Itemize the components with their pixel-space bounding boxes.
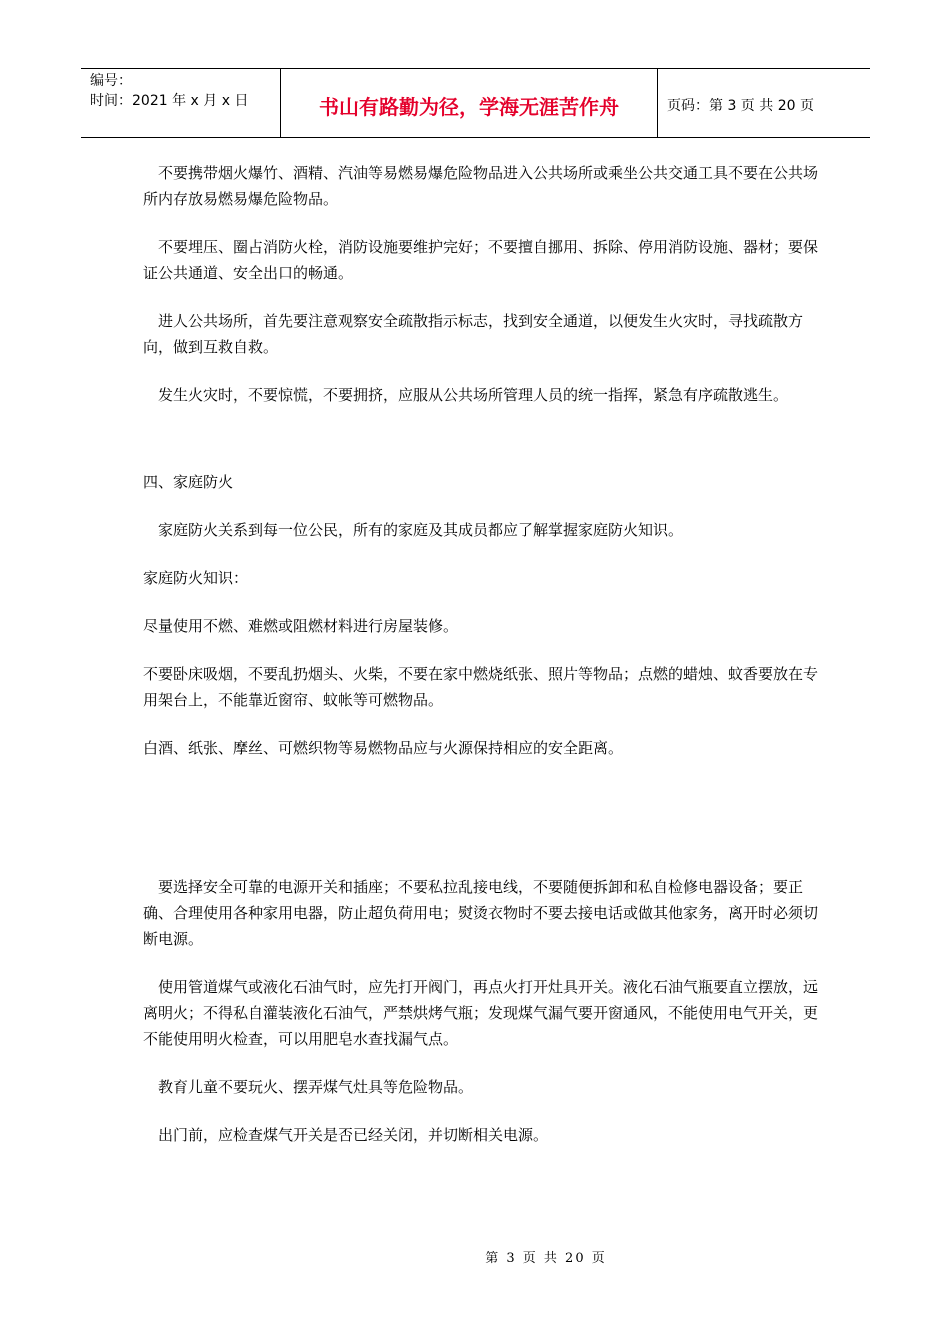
paragraph: 尽量使用不燃、难燃或阻燃材料进行房屋装修。 xyxy=(143,617,459,635)
paragraph: 要选择安全可靠的电源开关和插座；不要私拉乱接电线，不要随便拆卸和私自检修电器设备；要正确、合理使用各种家用电器，防止超负荷用电；熨烫衣物时不要去接电话或做其他家务，离开时必须切断电源。 xyxy=(143,878,819,948)
document-header xyxy=(81,68,870,138)
paragraph: 白酒、纸张、摩丝、可燃织物等易燃物品应与火源保持相应的安全距离。 xyxy=(143,739,624,757)
paragraph: 不要埋压、圈占消防火栓，消防设施要维护完好；不要擅自挪用、拆除、停用消防设施、器材；要保证公共通道、安全出口的畅通。 xyxy=(143,238,819,282)
document-body xyxy=(143,160,823,1148)
paragraph: 家庭防火关系到每一位公民，所有的家庭及其成员都应了解掌握家庭防火知识。 xyxy=(143,521,684,539)
page-footer xyxy=(0,1247,950,1266)
motto-cell xyxy=(281,69,658,137)
paragraph: 使用管道煤气或液化石油气时，应先打开阀门，再点火打开灶具开关。液化石油气瓶要直立摆放，远离明火；不得私自灌装液化石油气，严禁烘烤气瓶；发现煤气漏气要开窗通风，不能使用电气开关，更不能使用明火检查，可以用肥皂水查找漏气点。 xyxy=(143,978,819,1048)
page-number-cell xyxy=(658,69,870,137)
paragraph: 出门前，应检查煤气开关是否已经关闭，并切断相关电源。 xyxy=(143,1126,549,1144)
date-label: 时间：2021 年 x 月 x 日 xyxy=(90,93,249,109)
paragraph: 不要卧床吸烟，不要乱扔烟头、火柴，不要在家中燃烧纸张、照片等物品；点燃的蜡烛、蚊香要放在专用架台上，不能靠近窗帘、蚊帐等可燃物品。 xyxy=(143,665,819,709)
section-heading: 四、家庭防火 xyxy=(143,473,234,491)
paragraph: 教育儿童不要玩火、摆弄煤气灶具等危险物品。 xyxy=(143,1078,474,1096)
paragraph: 发生火灾时，不要惊慌，不要拥挤，应服从公共场所管理人员的统一指挥，紧急有序疏散逃生。 xyxy=(143,386,789,404)
serial-number-label: 编号： xyxy=(90,73,132,89)
header-info-cell xyxy=(81,69,281,137)
paragraph: 不要携带烟火爆竹、酒精、汽油等易燃易爆危险物品进入公共场所或乘坐公共交通工具不要在公共场所内存放易燃易爆危险物品。 xyxy=(143,164,819,208)
paragraph: 家庭防火知识： xyxy=(143,569,249,587)
footer-page-number: 第 3 页 共 20 页 xyxy=(485,1251,607,1266)
page-number-label: 页码：第 3 页 共 20 页 xyxy=(667,98,814,114)
motto-text: 书山有路勤为径，学海无涯苦作舟 xyxy=(319,94,619,119)
paragraph: 进人公共场所，首先要注意观察安全疏散指示标志，找到安全通道，以便发生火灾时，寻找疏散方向，做到互救自救。 xyxy=(143,312,804,356)
